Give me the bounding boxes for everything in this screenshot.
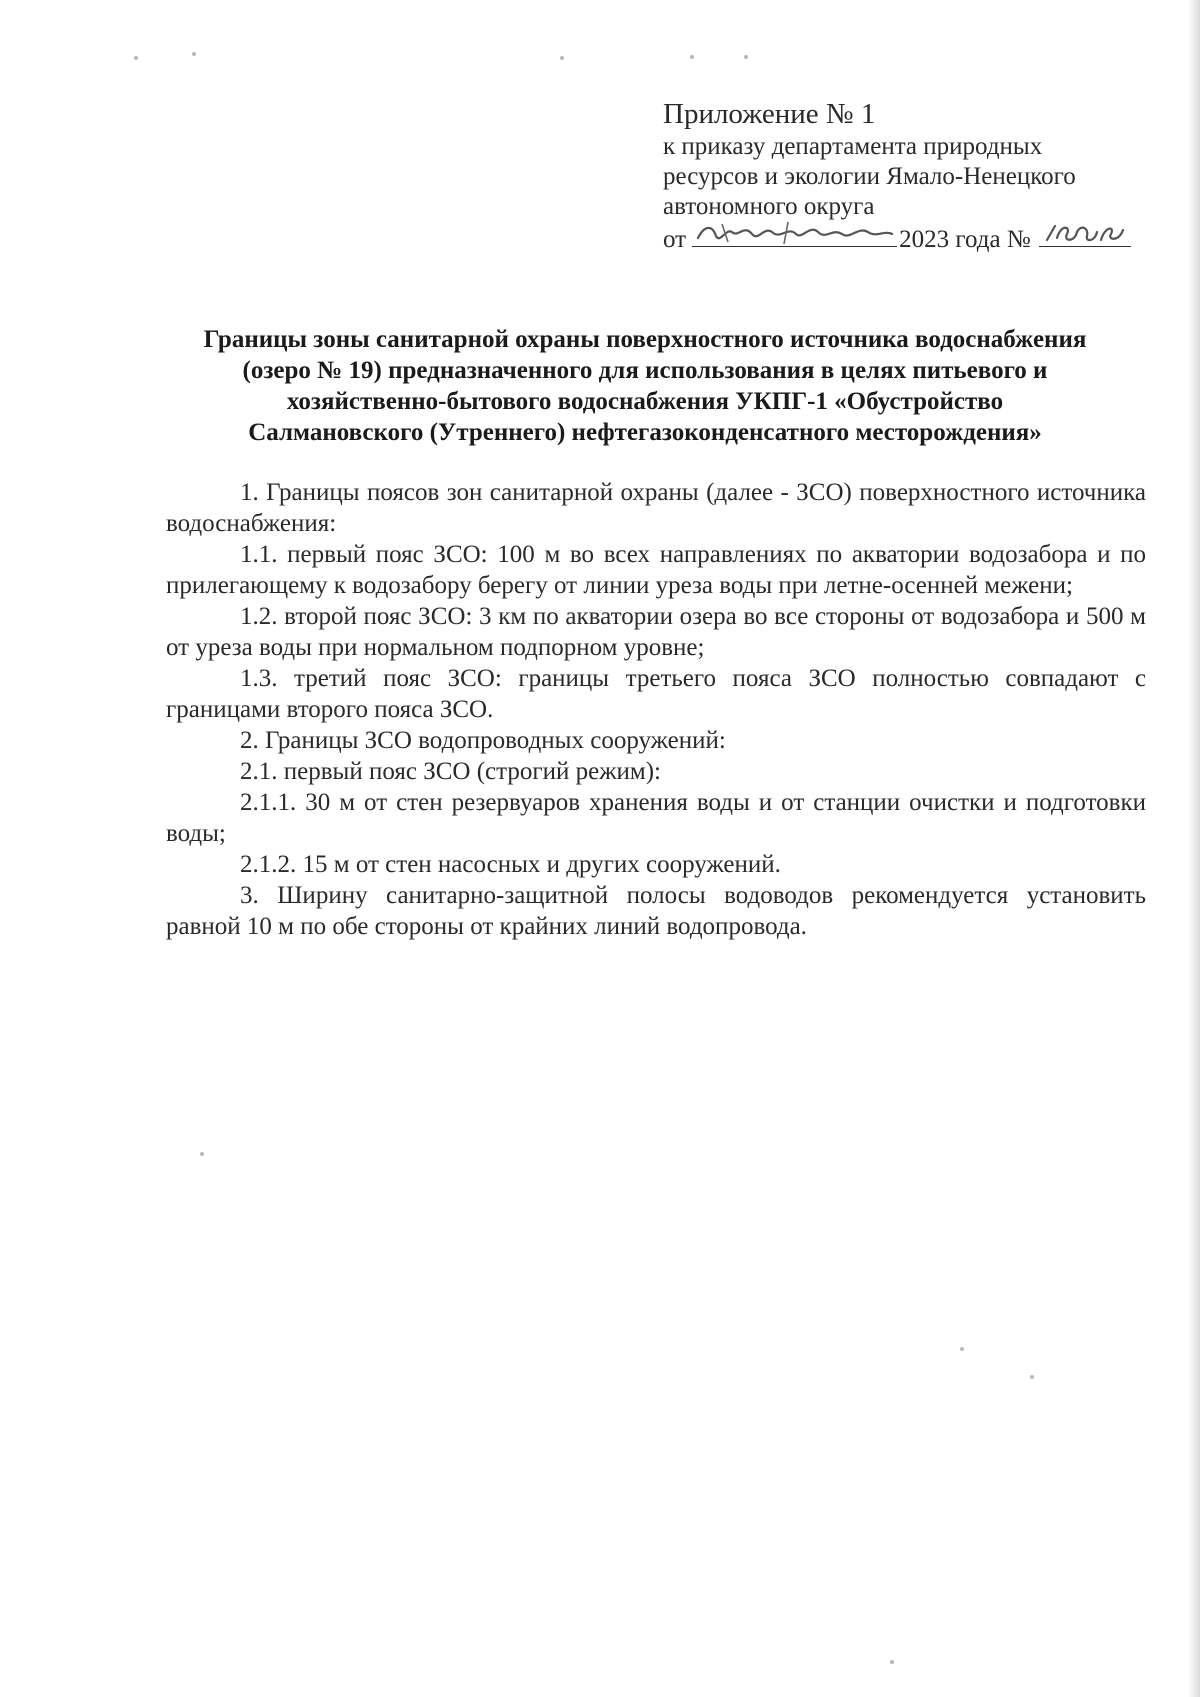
handwritten-date xyxy=(692,222,897,247)
order-reference-line-2: ресурсов и экологии Ямало-Ненецкого xyxy=(663,163,1076,190)
paragraph-1-3: 1.3. третий пояс ЗСО: границы третьего пояса ЗСО полностью совпадают с границами второго пояса ЗСО. xyxy=(166,665,1146,723)
paragraph-2-1-2: 2.1.2. 15 м от стен насосных и других сооружений. xyxy=(240,851,781,878)
year-and-number-label: 2023 года № xyxy=(899,226,1031,253)
paragraph-2-1: 2.1. первый пояс ЗСО (строгий режим): xyxy=(240,758,661,785)
order-reference-line-1: к приказу департамента природных xyxy=(663,133,1043,160)
title-line-2: (озеро № 19) предназначенного для использования в целях питьевого и xyxy=(242,357,1048,384)
paragraph-1-1: 1.1. первый пояс ЗСО: 100 м во всех направлениях по акватории водозабора и по прилегающему к водозабору берегу от линии уреза воды при летне-осенней межени; xyxy=(166,541,1146,599)
appendix-header xyxy=(663,96,1153,255)
paragraph-2: 2. Границы ЗСО водопроводных сооружений: xyxy=(240,727,726,754)
paragraph-3: 3. Ширину санитарно-защитной полосы водоводов рекомендуется установить равной 10 м по обе стороны от крайних линий водопровода. xyxy=(166,882,1146,940)
document-body xyxy=(166,477,1146,942)
title-line-1: Границы зоны санитарной охраны поверхностного источника водоснабжения xyxy=(203,326,1087,353)
order-reference-line-3: автономного округа xyxy=(663,193,875,220)
document-title xyxy=(150,324,1140,448)
order-date-line xyxy=(663,222,1153,255)
appendix-label: Приложение № 1 xyxy=(663,98,876,130)
title-line-4: Салмановского (Утреннего) нефтегазоконденсатного месторождения» xyxy=(248,419,1042,446)
paragraph-1: 1. Границы поясов зон санитарной охраны (далее - ЗСО) поверхностного источника водоснабжения: xyxy=(166,479,1146,537)
date-prefix: от xyxy=(663,226,687,253)
handwritten-order-number xyxy=(1039,222,1131,247)
title-line-3: хозяйственно-бытового водоснабжения УКПГ-1 «Обустройство xyxy=(286,388,1004,415)
paragraph-2-1-1: 2.1.1. 30 м от стен резервуаров хранения воды и от станции очистки и подготовки воды; xyxy=(166,789,1146,847)
page-edge-shadow xyxy=(1188,0,1200,1697)
paragraph-1-2: 1.2. второй пояс ЗСО: 3 км по акватории озера во все стороны от водозабора и 500 м от уреза воды при нормальном подпорном уровне; xyxy=(166,603,1146,661)
